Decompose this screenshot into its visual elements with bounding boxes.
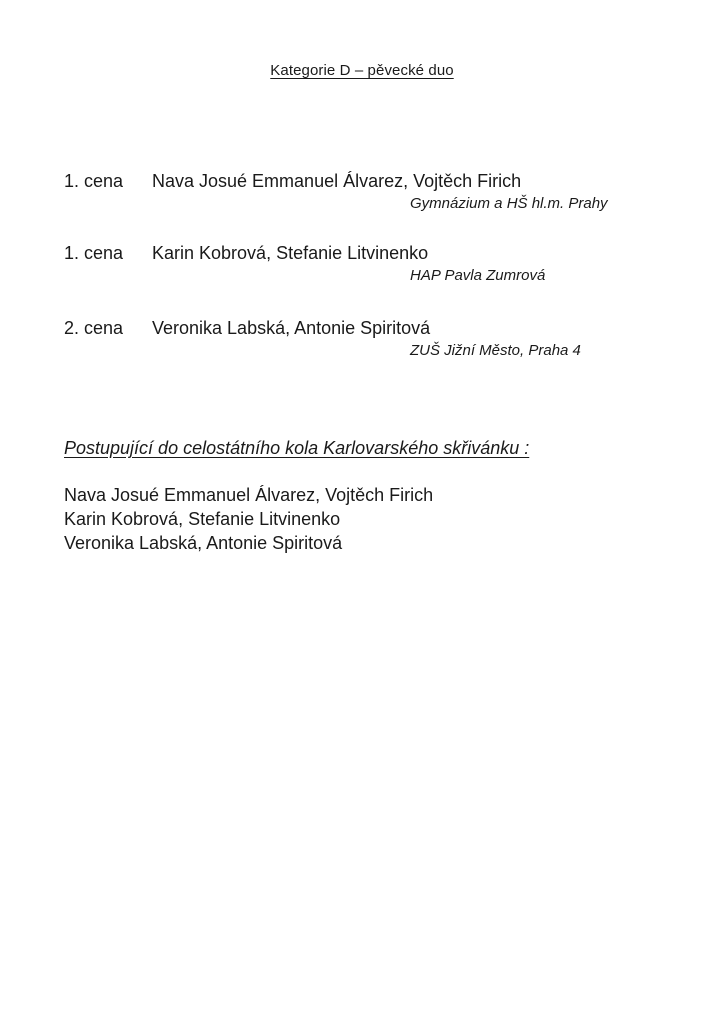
award-school: HAP Pavla Zumrová [410, 267, 546, 284]
award-names: Nava Josué Emmanuel Álvarez, Vojtěch Firich [152, 171, 522, 191]
award-prize: 1. cena [64, 171, 124, 191]
advancing-list-item: Nava Josué Emmanuel Álvarez, Vojtěch Firich [64, 485, 434, 505]
advancing-list-item: Karin Kobrová, Stefanie Litvinenko [64, 509, 341, 529]
award-names: Veronika Labská, Antonie Spiritová [152, 318, 431, 338]
award-entry [64, 169, 664, 212]
award-school: Gymnázium a HŠ hl.m. Prahy [410, 195, 608, 212]
award-school: ZUŠ Jižní Město, Praha 4 [410, 342, 581, 359]
award-prize: 1. cena [64, 243, 124, 263]
award-prize: 2. cena [64, 318, 124, 338]
category-title: Kategorie D – pěvecké duo [270, 62, 454, 79]
award-entry [64, 241, 664, 284]
advancing-list-item: Veronika Labská, Antonie Spiritová [64, 533, 343, 553]
advancing-list [64, 483, 433, 555]
advancing-heading: Postupující do celostátního kola Karlovarského skřivánku : [64, 438, 530, 458]
award-names: Karin Kobrová, Stefanie Litvinenko [152, 243, 429, 263]
award-entry [64, 316, 664, 359]
